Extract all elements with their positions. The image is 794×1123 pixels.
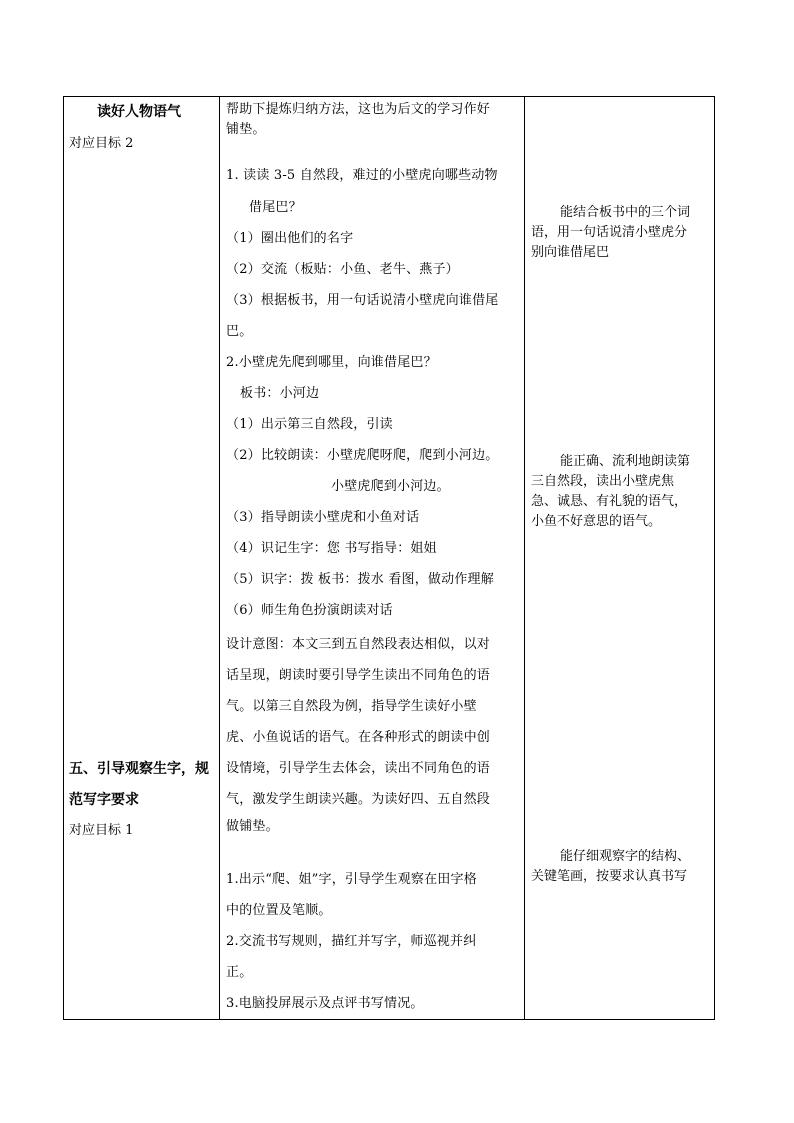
- goal-text: 能仔细观察字的结构、: [560, 849, 691, 864]
- goal-text: 小鱼不好意思的语气。: [531, 514, 662, 529]
- goal-text: 语，用一句话说清小壁虎分: [531, 225, 688, 240]
- text-line: （1）圈出他们的名字: [226, 231, 354, 246]
- goal-text: 能正确、流利地朗读第: [560, 454, 691, 469]
- text-line: 3.电脑投屏展示及点评书写情况。: [226, 996, 424, 1011]
- goal-text: 急、诚恳、有礼貌的语气，: [531, 494, 688, 509]
- column-divider: [219, 97, 220, 1019]
- column-divider: [524, 97, 525, 1019]
- target-label: 对应目标 1: [69, 823, 134, 838]
- goal-text: 三自然段，读出小壁虎焦: [531, 474, 675, 489]
- design-note-line: 虎、小鱼说话的语气。在各种形式的朗读中创: [226, 730, 491, 745]
- design-note-line: 话呈现，朗读时要引导学生读出不同角色的语: [226, 668, 491, 683]
- target-label: 对应目标 2: [69, 136, 134, 151]
- text-line: （6）师生角色扮演朗读对话: [226, 603, 393, 618]
- design-note-line: 做铺垫。: [226, 819, 279, 834]
- text-line: 中的位置及笔顺。: [226, 903, 332, 918]
- section-heading: 五、引导观察生字，规: [69, 761, 209, 777]
- goal-text: 别向谁借尾巴: [531, 245, 610, 260]
- text-line: 板书：小河边: [240, 386, 320, 401]
- goal-text: 能结合板书中的三个词: [560, 205, 691, 220]
- text-line: （2）交流（板贴：小鱼、老牛、燕子）: [226, 262, 459, 277]
- design-note-line: 气，激发学生朗读兴趣。为读好四、五自然段: [226, 792, 491, 807]
- text-line: （4）识记生字：您 书写指导：姐姐: [226, 541, 437, 556]
- text-line: 1.出示“爬、姐”字，引导学生观察在田字格: [226, 872, 477, 887]
- text-line: 1. 读读 3-5 自然段，难过的小壁虎向哪些动物: [226, 168, 498, 183]
- text-line: （1）出示第三自然段，引读: [226, 417, 393, 432]
- text-line: （2）比较朗读：小壁虎爬呀爬，爬到小河边。: [226, 448, 499, 463]
- text-line: 借尾巴？: [249, 200, 302, 215]
- text-line: 2.小壁虎先爬到哪里，向谁借尾巴？: [226, 355, 437, 370]
- text-line: （3）指导朗读小壁虎和小鱼对话: [226, 510, 420, 525]
- design-note-line: 设情境，引导学生去体会，读出不同角色的语: [226, 761, 491, 776]
- text-line: 正。: [226, 965, 253, 980]
- section-heading: 范写字要求: [69, 792, 139, 808]
- text-line: （5）识字：拨 板书：拨水 看图，做动作理解: [226, 572, 494, 587]
- text-line: 铺垫。: [226, 122, 266, 137]
- text-line: 巴。: [226, 324, 253, 339]
- text-line: 帮助下提炼归纳方法，这也为后文的学习作好: [226, 102, 491, 117]
- design-note-line: 设计意图：本文三到五自然段表达相似，以对: [226, 637, 491, 652]
- text-line: 小壁虎爬到小河边。: [331, 479, 450, 494]
- design-note-line: 气。以第三自然段为例，指导学生读好小壁: [226, 699, 477, 714]
- text-line: （3）根据板书，用一句话说清小壁虎向谁借尾: [226, 293, 499, 308]
- section-heading: 读好人物语气: [97, 104, 181, 120]
- goal-text: 关键笔画，按要求认真书写: [531, 869, 688, 884]
- text-line: 2.交流书写规则，描红并写字，师巡视并纠: [226, 934, 477, 949]
